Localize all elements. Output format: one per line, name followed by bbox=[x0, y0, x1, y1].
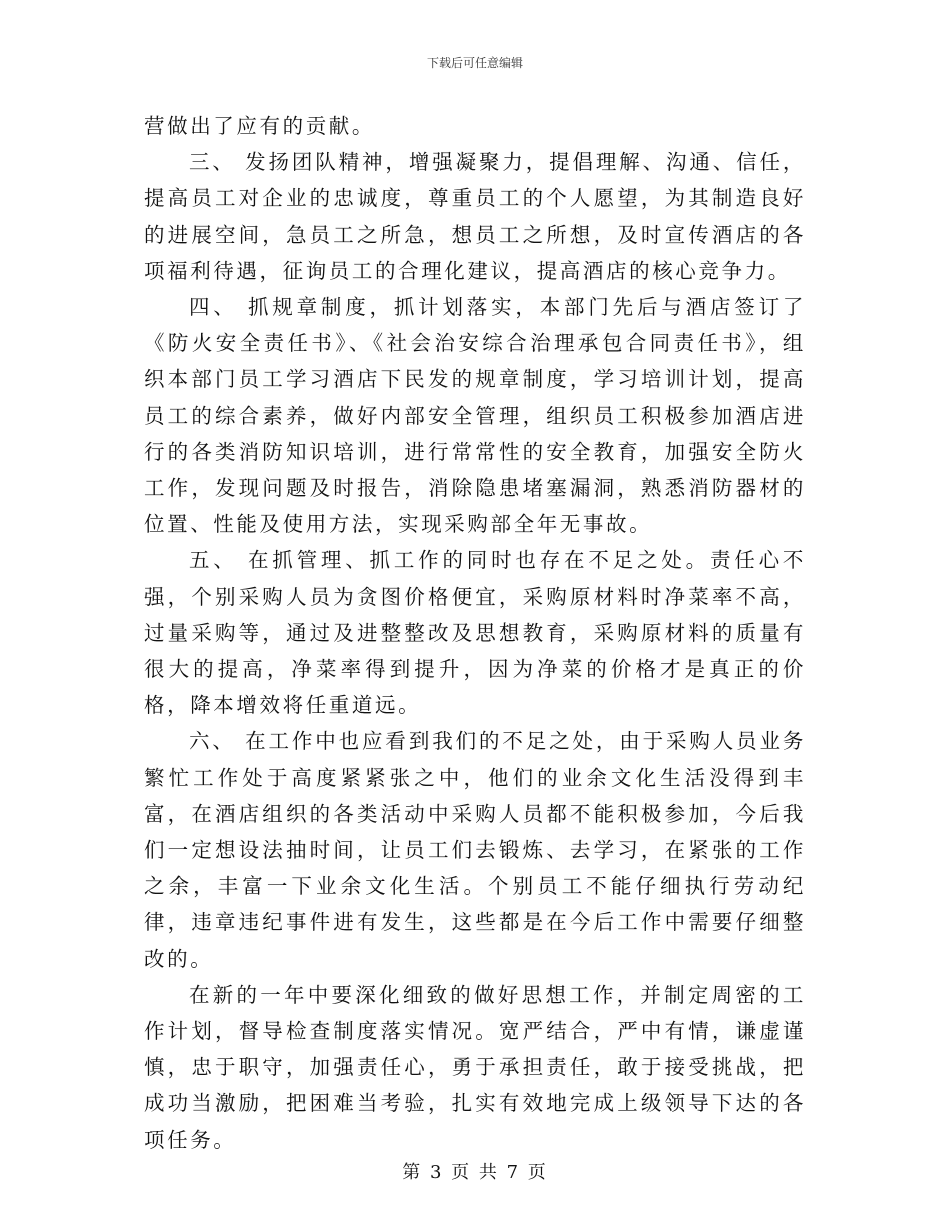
page-header: 下载后可任意编辑 bbox=[426, 56, 523, 70]
paragraph-section-5: 五、 在抓管理、抓工作的同时也存在不足之处。责任心不强，个别采购人员为贪图价格便宜，采购原材料时净菜率不高，过量采购等，通过及进整整改及思想教育，采购原材料的质量有很大的提高，净菜率得到提升，因为净菜的价格才是真正的价格，降本增效将任重道远。 bbox=[144, 548, 806, 718]
paragraph-section-3: 三、 发扬团队精神，增强凝聚力，提倡理解、沟通、信任，提高员工对企业的忠诚度，尊重员工的个人愿望，为其制造良好的进展空间，急员工之所急，想员工之所想，及时宣传酒店的各项福利待遇，征询员工的合理化建议，提高酒店的核心竞争力。 bbox=[144, 150, 806, 283]
paragraph-continuation: 营做出了应有的贡献。 bbox=[144, 114, 375, 138]
paragraph-section-4: 四、 抓规章制度，抓计划落实，本部门先后与酒店签订了《防火安全责任书》、《社会治安综合治理承包合同责任书》，组织本部门员工学习酒店下民发的规章制度，学习培训计划，提高员工的综合素养，做好内部安全管理，组织员工积极参加酒店进行的各类消防知识培训，进行常常性的安全教育，加强安全防火工作，发现问题及时报告，消除隐患堵塞漏洞，熟悉消防器材的位置、性能及使用方法，实现采购部全年无事故。 bbox=[144, 295, 806, 537]
paragraph-section-6: 六、 在工作中也应看到我们的不足之处，由于采购人员业务繁忙工作处于高度紧紧张之中，他们的业余文化生活没得到丰富，在酒店组织的各类活动中采购人员都不能积极参加，今后我们一定想设法抽时间，让员工们去锻炼、去学习，在紧张的工作之余，丰富一下业余文化生活。个别员工不能仔细执行劳动纪律，违章违纪事件进有发生，这些都是在今后工作中需要仔细整改的。 bbox=[144, 729, 806, 971]
paragraph-conclusion: 在新的一年中要深化细致的做好思想工作，并制定周密的工作计划，督导检查制度落实情况。宽严结合，严中有情，谦虚谨慎，忠于职守，加强责任心，勇于承担责任，敢于接受挑战，把成功当激励，把困难当考验，扎实有效地完成上级领导下达的各项任务。 bbox=[144, 982, 806, 1152]
page-number-footer: 第 3 页 共 7 页 bbox=[402, 1162, 548, 1183]
document-body bbox=[144, 108, 806, 1158]
